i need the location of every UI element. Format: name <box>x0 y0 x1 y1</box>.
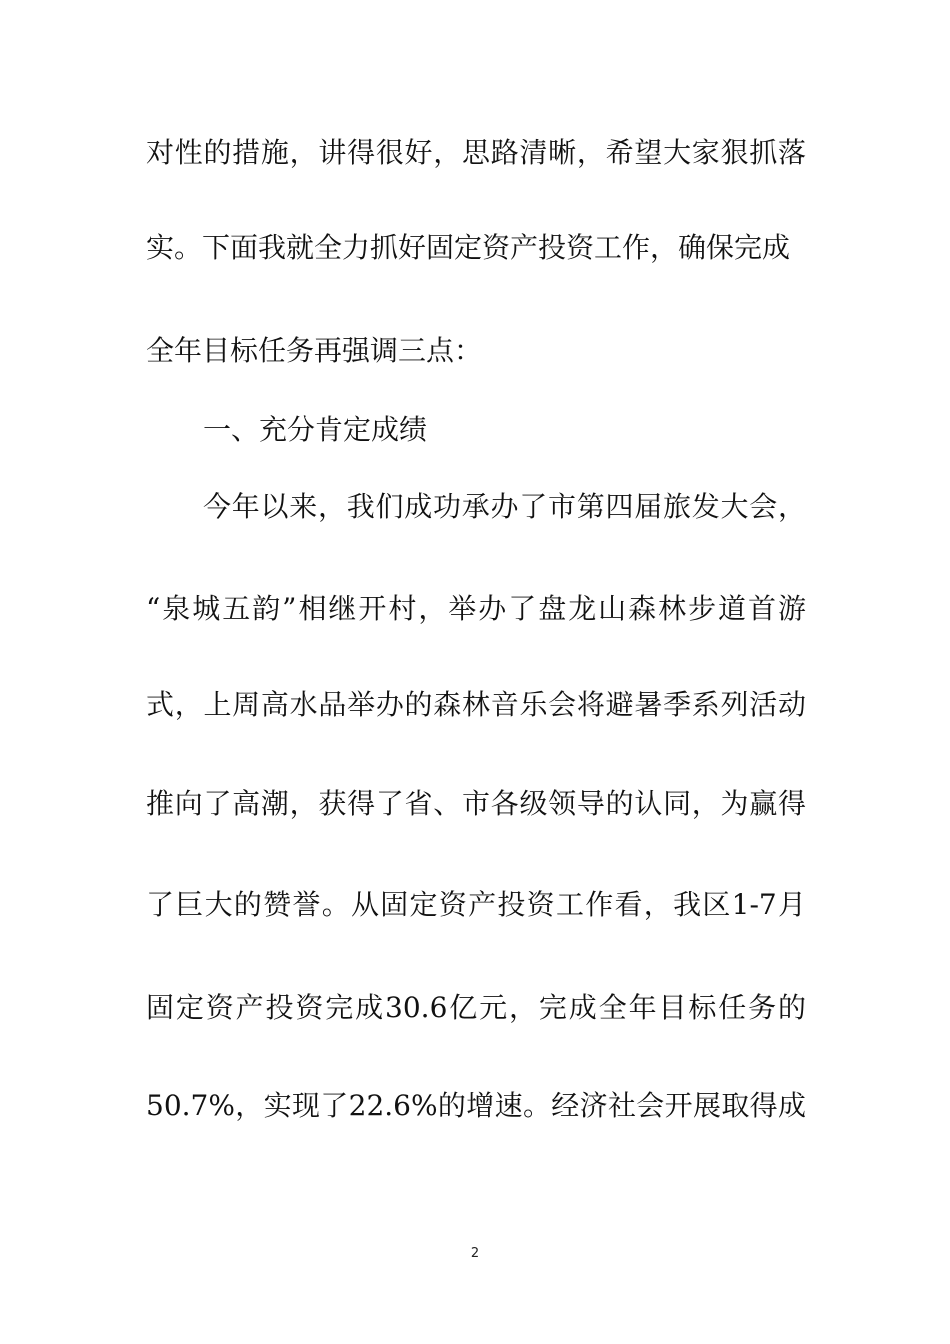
body-text-line: 固定资产投资完成30.6亿元，完成全年目标任务的 <box>146 991 806 1024</box>
body-text-line: “泉城五韵”相继开村，举办了盘龙山森林步道首游 <box>146 592 806 625</box>
body-text-line: 今年以来，我们成功承办了市第四届旅发大会， <box>203 490 806 523</box>
body-text-line: 50.7%，实现了22.6%的增速。经济社会开展取得成 <box>146 1089 806 1122</box>
page-number: 2 <box>470 1246 480 1261</box>
body-text-line: 了巨大的赞誉。从固定资产投资工作看，我区1-7月 <box>146 888 806 921</box>
body-text-line: 全年目标任务再强调三点： <box>146 334 483 367</box>
body-text-line: 式，上周高水品举办的森林音乐会将避暑季系列活动 <box>146 688 806 721</box>
body-text-line: 对性的措施，讲得很好，思路清晰，希望大家狠抓落 <box>146 136 806 169</box>
body-text-line: 推向了高潮，获得了省、市各级领导的认同，为赢得 <box>146 787 806 820</box>
body-text-line: 实。下面我就全力抓好固定资产投资工作，确保完成 <box>146 231 791 264</box>
section-heading: 一、充分肯定成绩 <box>203 413 428 446</box>
